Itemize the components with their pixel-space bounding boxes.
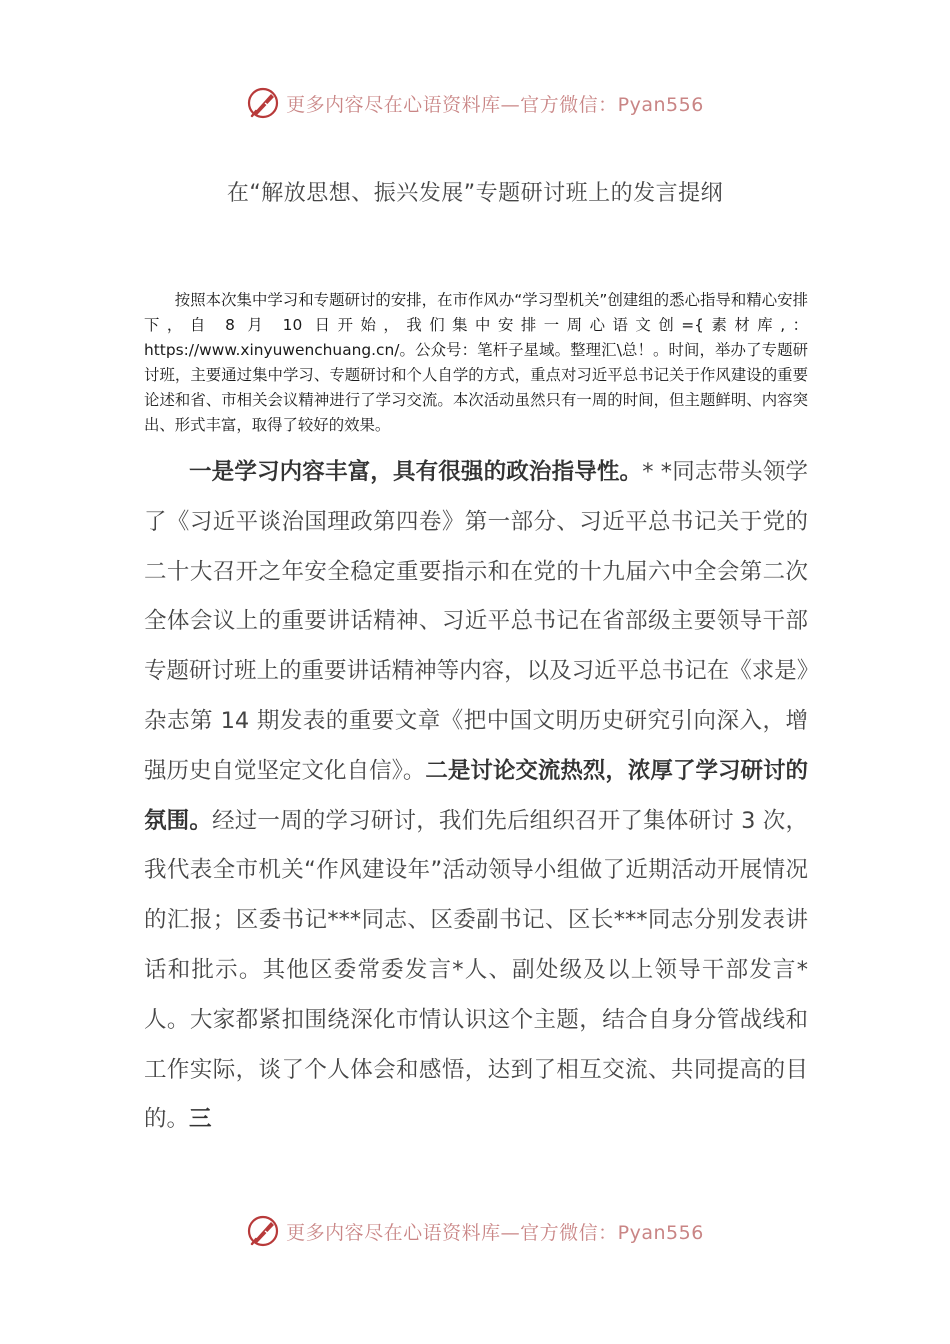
section-heading-1: 一是学习内容丰富，具有很强的政治指导性。 — [189, 459, 643, 485]
banner-text: 更多内容尽在心语资料库—官方微信：Pyan556 — [286, 1221, 704, 1244]
body-paragraph — [144, 448, 808, 1145]
document-title: 在“解放思想、振兴发展”专题研讨班上的发言提纲 — [226, 181, 724, 206]
wechat-handle: Pyan556 — [617, 93, 704, 116]
section-text-1: * *同志带头领学了《习近平谈治国理政第四卷》第一部分、习近平总书记关于党的二十大召开之年安全稳定重要指示和在党的十九届六中全会第二次全体会议上的重要讲话精神、习近平总书记在省部级主要领导干部专题研讨班上的重要讲话精神等内容，以及习近平总书记在《求是》杂志第 14 期发表的重要文章《把中国文明历史研究引向深入，增强历史自觉坚定文化自信》。 — [144, 459, 808, 784]
section-text-2: 经过一周的学习研讨，我们先后组织召开了集体研讨 3 次，我代表全市机关“作风建设年”活动领导小组做了近期活动开展情况的汇报；区委书记***同志、区委副书记、区长***同志分别发表讲话和批示。其他区委常委发言*人、副处级及以上领导干部发言*人。大家都紧扣围绕深化市情认识这个主题，结合自身分管战线和工作实际，谈了个人体会和感悟，达到了相互交流、共同提高的目的。 — [144, 807, 808, 1133]
section-heading-3: 三 — [189, 1106, 212, 1133]
footer-banner — [0, 1211, 950, 1251]
quill-logo-icon — [246, 86, 280, 120]
quill-logo-icon — [246, 1214, 280, 1248]
wechat-handle: Pyan556 — [617, 1221, 704, 1244]
intro-paragraph: 按照本次集中学习和专题研讨的安排，在市作风办“学习型机关”创建组的悉心指导和精心安排下，自 8 月 10 日开始，我们集中安排一周心语文创={素材库,：https://www.xinyuwenchuang.cn/。公众号：笔杆子星域。整理汇\总！。时间，举办了专题研讨班，主要通过集中学习、专题研讨和个人自学的方式，重点对习近平总书记关于作风建设的重要论述和省、市相关会议精神进行了学习交流。本次活动虽然只有一周的时间，但主题鲜明、内容突出、形式丰富，取得了较好的效果。 — [144, 291, 808, 434]
header-banner — [0, 83, 950, 123]
banner-text: 更多内容尽在心语资料库—官方微信：Pyan556 — [286, 93, 704, 116]
section-heading-2: 二是讨论交流热烈，浓厚了学习研讨的氛围。 — [144, 757, 808, 834]
